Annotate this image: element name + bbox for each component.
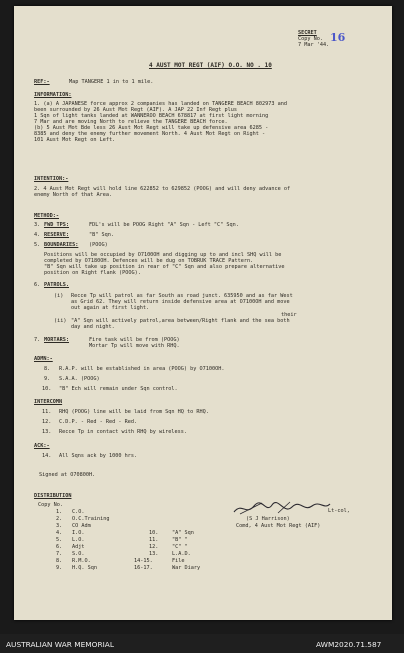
para-number: 8. [44,366,51,372]
boundaries-line: Positions will be occupied by O7100OH and digging up to and incl SHQ will be [44,252,282,258]
signed-at-line: Signed at O70800H. [39,472,96,478]
dist-num: 3. [56,523,63,529]
information-line: 1. (a) A JAPANESE force approx 2 companies has landed on TANGERE BEACH 802973 and [34,101,287,107]
dist-num: 8. [56,558,63,564]
copy-number-handwritten: 16 [330,31,346,44]
information-line: (b) 5 Aust Mot Bde less 26 Aust Mot Regt will take up defensive area 6285 - [34,125,269,131]
dist-recipient: S.O. [72,551,85,557]
dist-recipient: I.O. [72,530,85,536]
intercomn-line: C.D.P. - Red - Red - Red. [59,419,138,425]
patrol-line: as Grid 62. They will return inside defensive area at O7100OH and move [71,299,290,305]
patrol-subitem-i: (i) [54,293,64,299]
information-line: 7 Mar and are moving North to relieve the TANGERE BEACH force. [34,119,228,125]
patrol-line: "A" Sqn will actively patrol,area between/Right flank and the sea both [71,318,290,324]
dist-recipient: File [172,558,185,564]
para-number: 11. [42,409,52,415]
para-number: 3. [34,222,41,228]
patrol-subitem-ii: (ii) [54,318,67,324]
boundaries-line: completed by O7180OH. Defences will be dug on TOBRUK TRACE Pattern. [44,258,254,264]
mortars-line: Mortar Tp will move with RHQ. [89,343,180,349]
dist-num: 10. [149,530,159,536]
ack-heading: ACK:- [34,443,50,449]
patrol-their-insert: their [281,312,297,318]
dist-recipient: Adjt [72,544,85,550]
intention-line: enemy North of that Area. [34,192,113,198]
intention-line: 2. 4 Aust Mot Regt will hold line 622852 to 629852 (POOG) and will deny advance of [34,186,291,192]
para-number: 13. [42,429,52,435]
dist-num: 6. [56,544,63,550]
signatory-rank: Lt-col, [328,508,350,514]
dist-recipient: "A" Sqn [172,530,194,536]
information-line: 1 Sqn of light tanks landed at WANNEROO BEACH 678817 at first light morning [34,113,269,119]
footer-accession-id: AWM2020.71.587 [316,640,382,649]
dist-num: 12. [149,544,159,550]
classification-label: SECRET [298,30,317,36]
dist-recipient: "B" " [172,537,188,543]
dist-num: 2. [56,516,63,522]
dist-num: 14-15. [134,558,153,564]
admn-line: "B" Ech will remain under Sqn control. [59,386,178,392]
document-title: 4 AUST MOT REGT (AIF) O.O. NO . 10 [149,62,272,69]
boundaries-line: position on Right flank (POOG). [44,270,141,276]
dist-num: 4. [56,530,63,536]
dist-num: 16-17. [134,565,153,571]
para-number: 12. [42,419,52,425]
intention-heading: INTENTION:- [34,176,69,182]
information-line: been surrounded by 26 Aust Mot Regt (AIF). A JAP 22 Inf Regt plus [34,107,238,113]
dist-recipient: L.O. [72,537,85,543]
admn-line: R.A.P. will be established in area (POOG) by O7100OH. [59,366,225,372]
dist-recipient: CO Adm [72,523,91,529]
dist-num: 13. [149,551,159,557]
dist-recipient: C.O. [72,509,85,515]
ack-text: All Sqns ack by 1000 hrs. [59,453,138,459]
para-number: 14. [42,453,52,459]
admn-heading: ADMN:- [34,356,53,362]
dist-recipient: R.M.O. [72,558,91,564]
dist-recipient: L.A.D. [172,551,191,557]
dist-recipient: O.C.Training [72,516,110,522]
information-line: 101 Aust Mot Regt on Left. [34,137,116,143]
patrol-line: day and night. [71,324,115,330]
boundaries-text: (POOG) [89,242,108,248]
patrol-line: Recce Tp will patrol as far South as road junct. 635950 and as far West [71,293,293,299]
document-page [14,6,392,620]
dist-num: 11. [149,537,159,543]
footer-institution: AUSTRALIAN WAR MEMORIAL [6,640,114,649]
reserve-text: "B" Sqn. [89,232,114,238]
information-heading: INFORMATION: [34,92,72,98]
dist-num: 5. [56,537,63,543]
para-number: 7. [34,337,41,343]
mortars-line: Fire task will be from (POOG) [89,337,180,343]
intercomn-line: RHQ (POOG) line will be laid from Sqn HQ to RHQ. [59,409,209,415]
reserve-heading: RESERVE: [44,232,69,238]
dist-recipient: H.Q. Sqn [72,565,97,571]
intercomn-line: Recce Tp in contact with RHQ by wireless. [59,429,188,435]
method-heading: METHOD:- [34,213,59,219]
dist-num: 7. [56,551,63,557]
fwd-tps-text: FDL's will be POOG Right "A" Sqn - Left "C" Sqn. [89,222,239,228]
boundaries-line: "B" Sqn will take up position in rear of "C" Sqn and also prepare alternative [44,264,285,270]
distribution-copy-label: Copy No. [38,502,63,508]
signatory-name: (S J Harrison) [246,516,290,522]
information-line: 8385 and deny the enemy further movement North. 4 Aust Mot Regt on Right - [34,131,266,137]
mortars-heading: MORTARS: [44,337,69,343]
patrol-line: out again at first light. [71,305,150,311]
dist-num: 1. [56,509,63,515]
para-number: 4. [34,232,41,238]
signatory-command: Comd, 4 Aust Mot Regt (AIF) [236,523,321,529]
fwd-tps-heading: FWD TPS: [44,222,69,228]
copy-number-label: Copy No. [298,36,323,42]
patrols-heading: PATROLS. [44,282,69,288]
dist-recipient: War Diary [172,565,201,571]
admn-line: S.A.A. (POOG) [59,376,100,382]
intercomn-heading: INTERCOMN [34,399,63,405]
dist-num: 9. [56,565,63,571]
para-number: 10. [42,386,52,392]
para-number: 6. [34,282,41,288]
ref-text: Map TANGERE 1 in to 1 mile. [69,79,154,85]
document-date: 7 Mar '44. [298,42,330,48]
boundaries-heading: BOUNDARIES: [44,242,79,248]
ref-heading: REF:- [34,79,50,85]
para-number: 5. [34,242,41,248]
para-number: 9. [44,376,51,382]
distribution-heading: DISTRIBUTION [34,493,72,499]
dist-recipient: "C" " [172,544,188,550]
